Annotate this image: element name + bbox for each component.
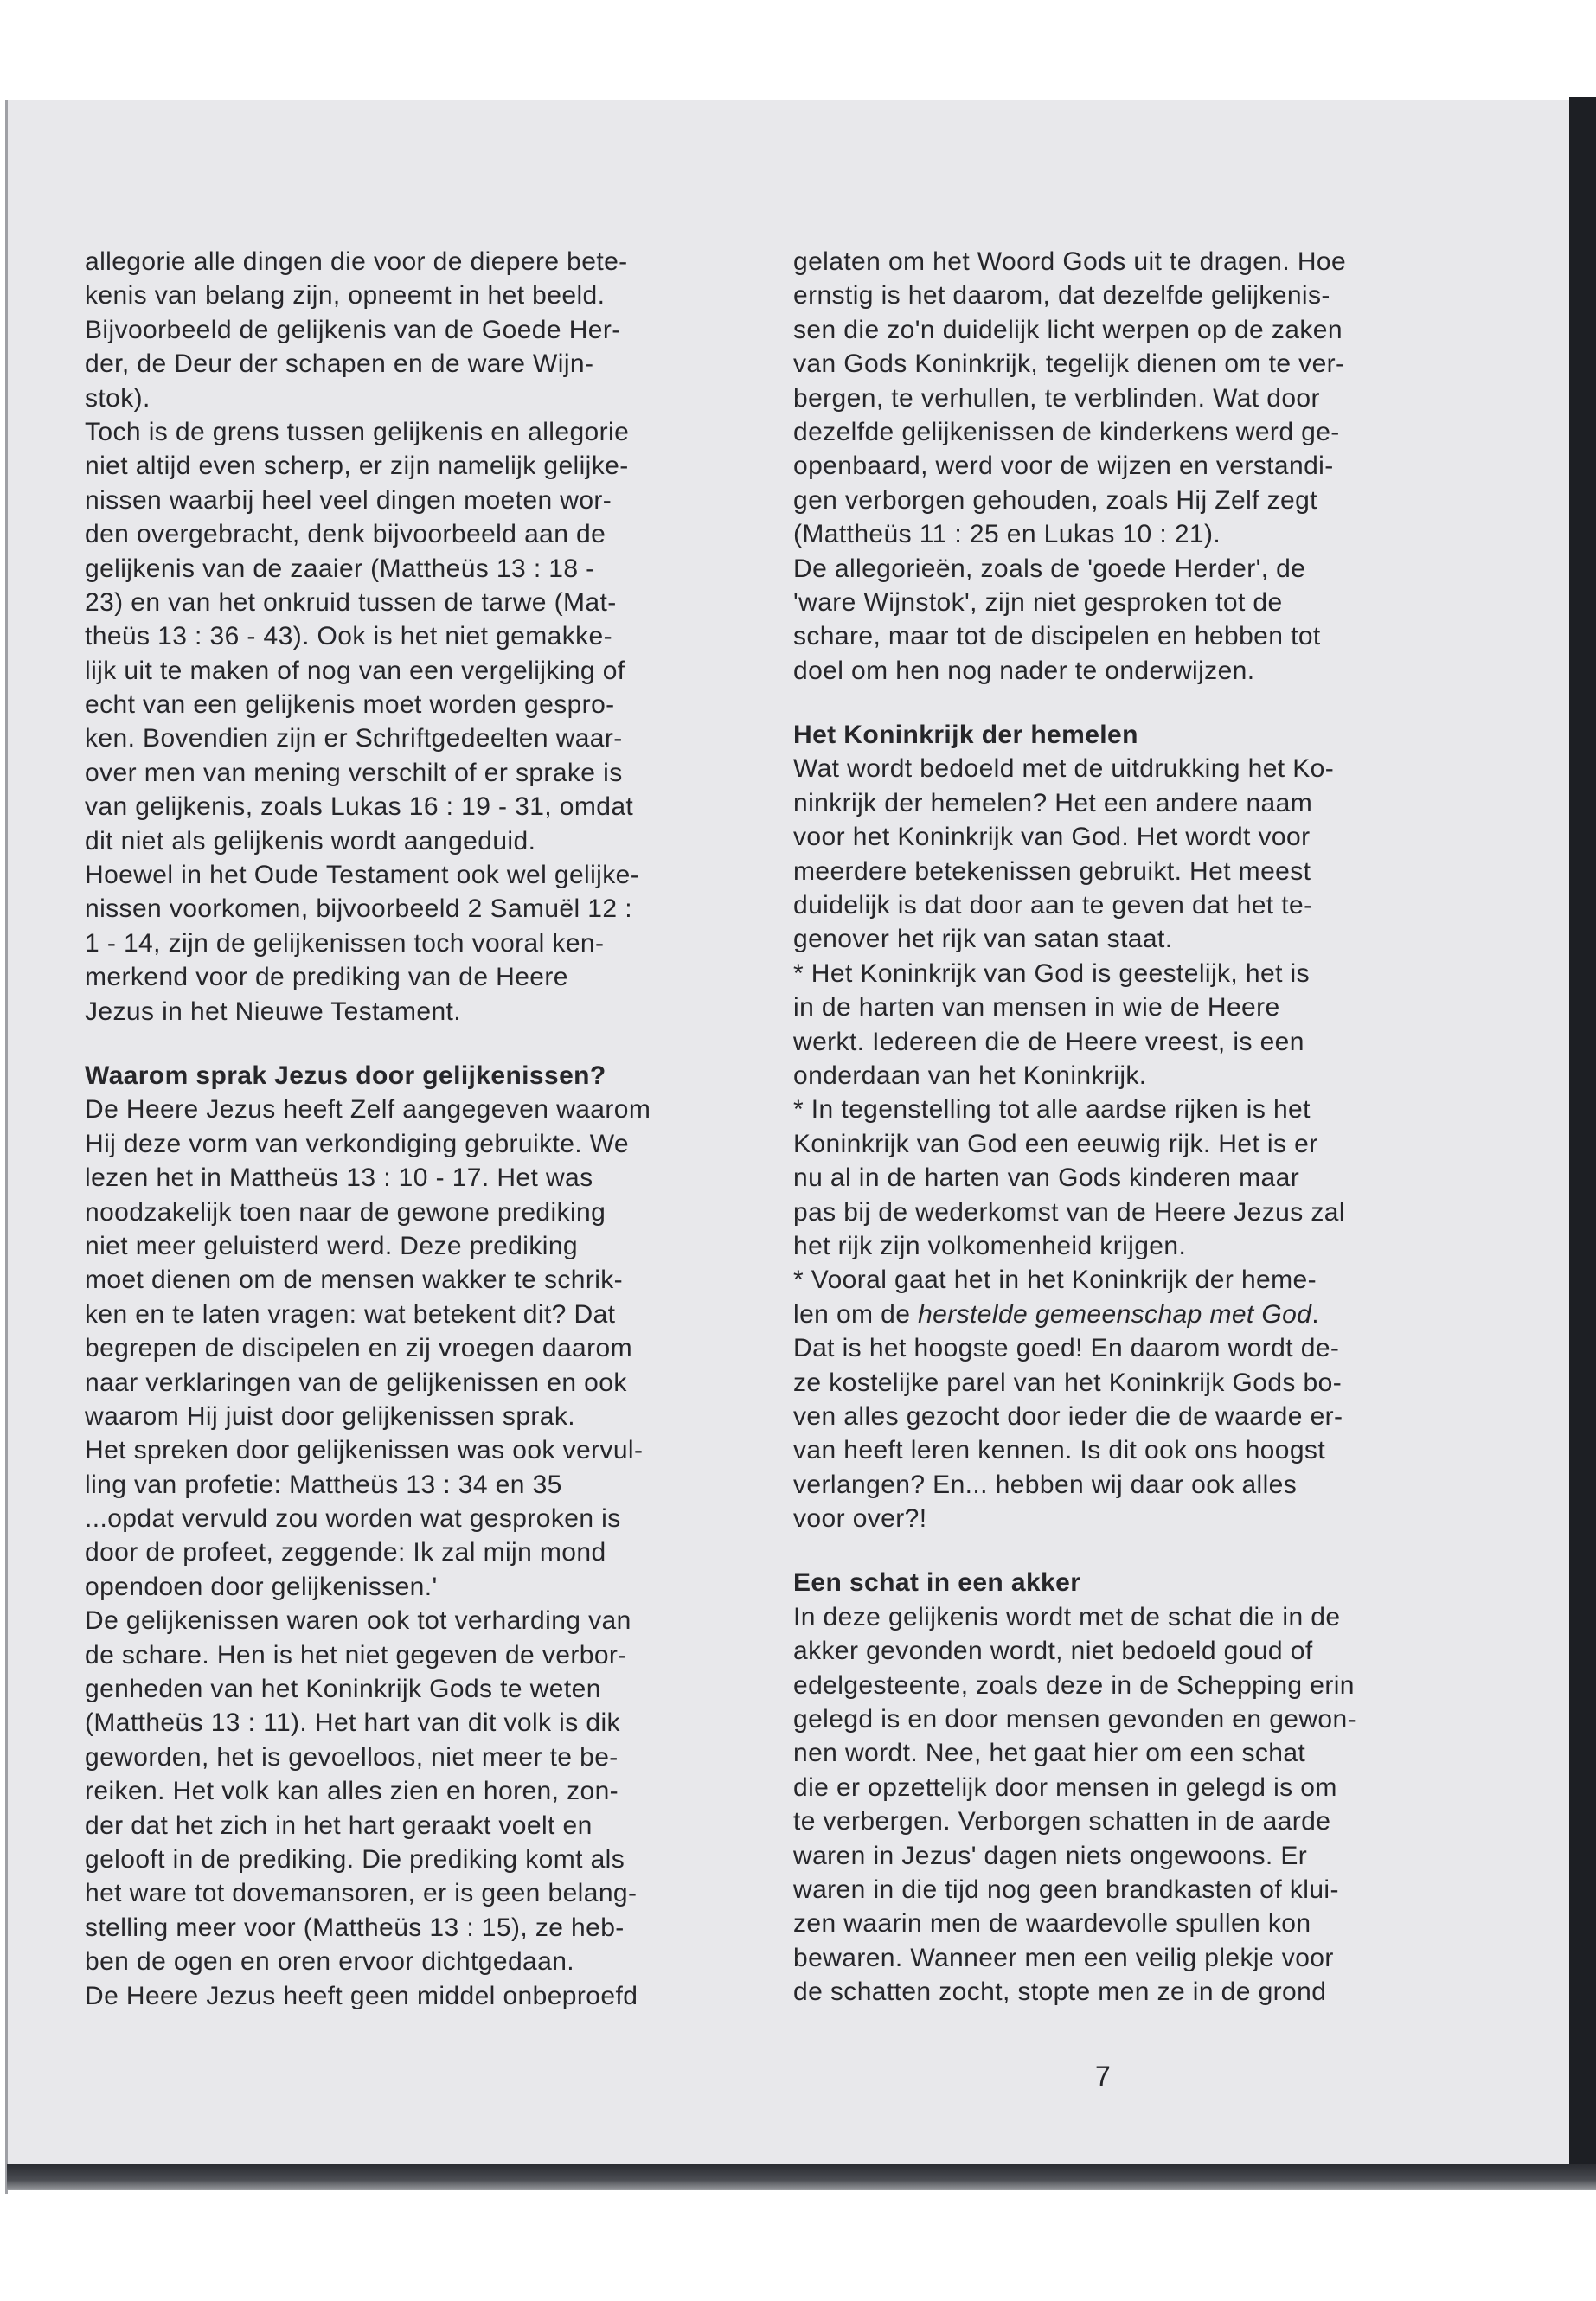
text-line: in de harten van mensen in wie de Heere [793, 993, 1280, 1022]
text-line: allegorie alle dingen die voor de diepere bete- [85, 247, 628, 276]
text-line: Bijvoorbeeld de gelijkenis van de Goede Her- [85, 315, 621, 344]
text-line: niet meer geluisterd werd. Deze prediking [85, 1231, 579, 1260]
text-line: gen verborgen gehouden, zoals Hij Zelf zegt [793, 485, 1317, 515]
text-line: verlangen? En... hebben wij daar ook alles [793, 1470, 1298, 1499]
section-heading: Waarom sprak Jezus door gelijkenissen? [85, 1061, 606, 1090]
page-number: 7 [1095, 2061, 1111, 2092]
text-line: bewaren. Wanneer men een veilig plekje voor [793, 1943, 1334, 1972]
text-line: De gelijkenissen waren ook tot verharding van [85, 1606, 631, 1636]
text-line: waren in die tijd nog geen brandkasten of klui- [793, 1875, 1339, 1904]
text-line: Het spreken door gelijkenissen was ook vervul- [85, 1436, 644, 1465]
text-line: begrepen de discipelen en zij vroegen daarom [85, 1334, 633, 1363]
text-line: voor over?! [793, 1504, 927, 1534]
text-line: ninkrijk der hemelen? Het een andere naam [793, 788, 1313, 817]
text-line: gelijkenis van de zaaier (Mattheüs 13 : 18 - [85, 554, 595, 583]
page-left-edge [5, 100, 8, 2194]
text-line [793, 1298, 1433, 1331]
text-line: echt van een gelijkenis moet worden gespro- [85, 690, 615, 720]
text-line: dit niet als gelijkenis wordt aangeduid. [85, 826, 536, 856]
text-line: van heeft leren kennen. Is dit ook ons hoogst [793, 1436, 1326, 1465]
text-line: der dat het zich in het hart geraakt voelt en [85, 1811, 593, 1840]
section-gap [793, 1535, 1433, 1566]
text-line: de schare. Hen is het niet gegeven de verbor- [85, 1640, 627, 1670]
text-line: lijk uit te maken of nog van een vergelijking of [85, 656, 625, 685]
text-line: lezen het in Mattheüs 13 : 10 - 17. Het was [85, 1163, 593, 1193]
text-line: 'ware Wijnstok', zijn niet gesproken tot de [793, 587, 1283, 617]
text-line: der, de Deur der schapen en de ware Wijn- [85, 349, 594, 379]
text-line: Wat wordt bedoeld met de uitdrukking het Ko- [793, 754, 1335, 784]
text-line: noodzakelijk toen naar de gewone prediking [85, 1197, 606, 1227]
text-line: doel om hen nog nader te onderwijzen. [793, 656, 1255, 685]
section-heading: Een schat in een akker [793, 1568, 1081, 1598]
italic-emphasis: herstelde gemeenschap met God [918, 1299, 1312, 1329]
text-line: het ware tot dovemansoren, er is geen belang- [85, 1879, 638, 1908]
text-line: 1 - 14, zijn de gelijkenissen toch vooral ken- [85, 928, 605, 958]
text-line: bergen, te verhullen, te verblinden. Wat door [793, 383, 1320, 413]
text-line: In deze gelijkenis wordt met de schat die in de [793, 1602, 1341, 1631]
section-gap [793, 688, 1433, 718]
text-line: ...opdat vervuld zou worden wat gesproken is [85, 1504, 621, 1534]
text-line: opendoen door gelijkenissen.' [85, 1572, 438, 1601]
section-heading: Het Koninkrijk der hemelen [793, 721, 1138, 750]
text-line: Dat is het hoogste goed! En daarom wordt de- [793, 1334, 1340, 1363]
text-line: gelegd is en door mensen gevonden en gewon- [793, 1705, 1356, 1734]
text-line: meerdere betekenissen gebruikt. Het meest [793, 856, 1311, 886]
text-line: duidelijk is dat door aan te geven dat het te- [793, 891, 1313, 920]
text-line: ven alles gezocht door ieder die de waarde er- [793, 1401, 1343, 1431]
text-line: dezelfde gelijkenissen de kinderkens werd ge- [793, 417, 1340, 446]
text-line: van Gods Koninkrijk, tegelijk dienen om te ver- [793, 349, 1345, 379]
text-line: Toch is de grens tussen gelijkenis en allegorie [85, 417, 630, 446]
section-gap [85, 1029, 725, 1059]
text-line: ze kostelijke parel van het Koninkrijk Gods bo- [793, 1368, 1343, 1397]
text-line: edelgesteente, zoals deze in de Schepping erin [793, 1670, 1355, 1700]
text-line: Jezus in het Nieuwe Testament. [85, 997, 462, 1026]
text-line: werkt. Iedereen die de Heere vreest, is een [793, 1027, 1304, 1056]
text-line: De Heere Jezus heeft geen middel onbeproefd [85, 1981, 638, 2010]
book-cover-bottom-edge [7, 2164, 1596, 2190]
text-line: moet dienen om de mensen wakker te schrik- [85, 1266, 624, 1295]
text-line: waren in Jezus' dagen niets ongewoons. Er [793, 1841, 1308, 1870]
text-line: ben de ogen en oren ervoor dichtgedaan. [85, 1947, 575, 1977]
text-line: Hoewel in het Oude Testament ook wel gelijke- [85, 861, 640, 890]
text-line: ernstig is het daarom, dat dezelfde gelijkenis- [793, 281, 1330, 311]
text-line: nen wordt. Nee, het gaat hier om een schat [793, 1739, 1306, 1768]
text-line: te verbergen. Verborgen schatten in de aarde [793, 1807, 1331, 1836]
text-line: zen waarin men de waardevolle spullen kon [793, 1909, 1311, 1939]
text-span: . [1311, 1299, 1320, 1329]
text-line: naar verklaringen van de gelijkenissen en ook [85, 1368, 627, 1397]
text-line: De Heere Jezus heeft Zelf aangegeven waarom [85, 1095, 651, 1125]
text-line: kenis van belang zijn, opneemt in het beeld. [85, 281, 606, 311]
text-line: schare, maar tot de discipelen en hebben tot [793, 622, 1321, 651]
text-line: gelooft in de prediking. Die prediking komt als [85, 1844, 625, 1874]
text-line: (Mattheüs 11 : 25 en Lukas 10 : 21). [793, 520, 1221, 549]
text-line: niet altijd even scherp, er zijn namelijk gelijke- [85, 452, 629, 481]
text-line: * Vooral gaat het in het Koninkrijk der heme- [793, 1266, 1317, 1295]
text-line: Hij deze vorm van verkondiging gebruikte. We [85, 1129, 630, 1158]
text-line: Koninkrijk van God een eeuwig rijk. Het is er [793, 1129, 1318, 1158]
text-line: sen die zo'n duidelijk licht werpen op de zaken [793, 315, 1343, 344]
text-line: merkend voor de prediking van de Heere [85, 963, 568, 992]
text-line: * In tegenstelling tot alle aardse rijken is het [793, 1095, 1311, 1125]
text-line: over men van mening verschilt of er sprake is [85, 758, 623, 787]
book-cover-right-edge [1569, 97, 1596, 2190]
text-line: stok). [85, 383, 151, 413]
text-line: nu al in de harten van Gods kinderen maar [793, 1163, 1300, 1193]
text-line: die er opzettelijk door mensen in gelegd is om [793, 1772, 1337, 1802]
text-line: geworden, het is gevoelloos, niet meer te be- [85, 1742, 619, 1772]
text-line: 23) en van het onkruid tussen de tarwe (Mat- [85, 587, 617, 617]
text-line: ling van profetie: Mattheüs 13 : 34 en 35 [85, 1470, 562, 1499]
text-line: akker gevonden wordt, niet bedoeld goud of [793, 1637, 1313, 1666]
text-line: den overgebracht, denk bijvoorbeeld aan de [85, 520, 606, 549]
text-line: reiken. Het volk kan alles zien en horen, zon- [85, 1777, 619, 1806]
text-line: nissen voorkomen, bijvoorbeeld 2 Samuël 12 : [85, 894, 632, 924]
text-line: (Mattheüs 13 : 11). Het hart van dit volk is dik [85, 1708, 620, 1738]
text-line: door de profeet, zeggende: Ik zal mijn mond [85, 1538, 606, 1567]
text-line: ken. Bovendien zijn er Schriftgedeelten waar- [85, 724, 623, 753]
text-line: nissen waarbij heel veel dingen moeten wor- [85, 485, 612, 515]
text-line: genover het rijk van satan staat. [793, 925, 1173, 954]
text-line: De allegorieën, zoals de 'goede Herder', de [793, 554, 1306, 583]
text-line: stelling meer voor (Mattheüs 13 : 15), ze heb- [85, 1913, 625, 1942]
text-line: openbaard, werd voor de wijzen en verstandi- [793, 452, 1334, 481]
left-column [85, 245, 725, 2013]
text-line: de schatten zocht, stopte men ze in de grond [793, 1977, 1327, 2007]
text-line: voor het Koninkrijk van God. Het wordt voor [793, 823, 1311, 852]
text-line: van gelijkenis, zoals Lukas 16 : 19 - 31, omdat [85, 792, 634, 822]
text-line: genheden van het Koninkrijk Gods te weten [85, 1675, 601, 1704]
text-line: pas bij de wederkomst van de Heere Jezus zal [793, 1197, 1345, 1227]
text-line: onderdaan van het Koninkrijk. [793, 1061, 1147, 1090]
right-column [793, 245, 1433, 2009]
text-line: waarom Hij juist door gelijkenissen sprak. [85, 1401, 576, 1431]
text-line: * Het Koninkrijk van God is geestelijk, het is [793, 958, 1310, 988]
text-span: len om de [793, 1299, 919, 1329]
text-line: gelaten om het Woord Gods uit te dragen. Hoe [793, 247, 1347, 276]
text-line: ken en te laten vragen: wat betekent dit? Dat [85, 1299, 616, 1329]
text-line: het rijk zijn volkomenheid krijgen. [793, 1231, 1187, 1260]
text-line: theüs 13 : 36 - 43). Ook is het niet gemakke- [85, 622, 612, 651]
